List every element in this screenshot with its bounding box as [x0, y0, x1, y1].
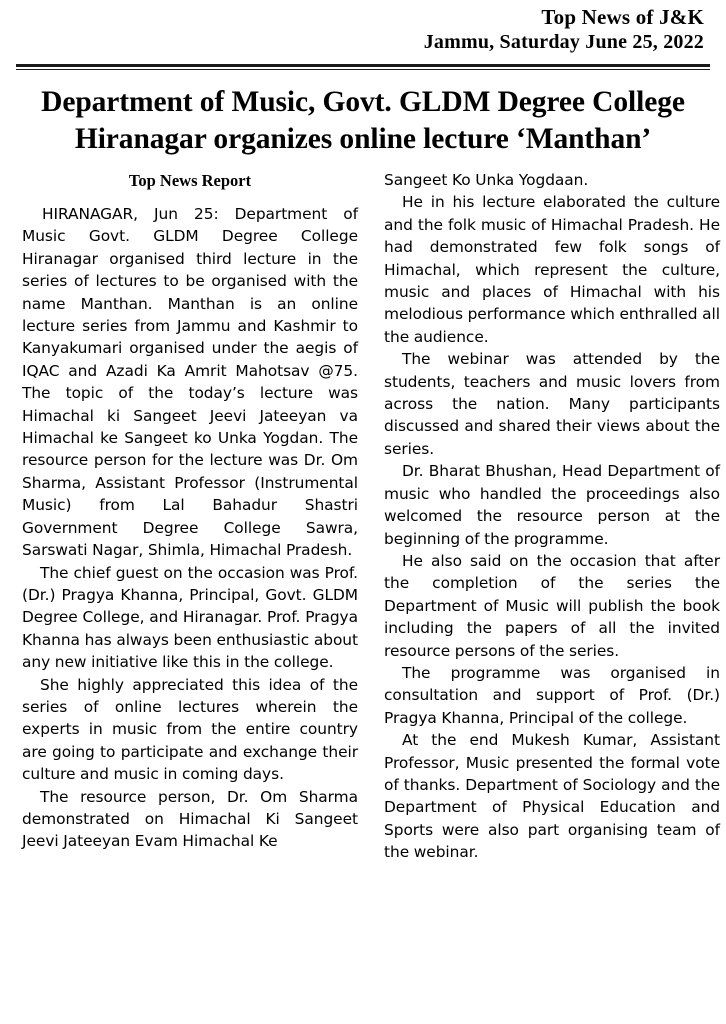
article-paragraph: The chief guest on the occasion was Prof. (Dr.) Pragya Khanna, Principal, Govt. GLDM Degree College, and Hiranagar. Prof. Pragya Khanna has always been enthusiastic about any new initiative like this in the college.: [22, 563, 358, 672]
publication-dateline: Jammu, Saturday June 25, 2022: [423, 30, 704, 53]
article-headline: Department of Music, Govt. GLDM Degree College Hiranagar organizes online lecture ‘Manthan’: [41, 85, 685, 156]
article-byline: Top News Report: [128, 171, 252, 191]
article-paragraph: He also said on the occasion that after the completion of the series the Department of Music will publish the book including the papers of all the invited resource persons of the series.: [384, 551, 720, 660]
article-paragraph: Dr. Bharat Bhushan, Head Department of music who handled the proceedings also welcomed the resource person at the beginning of the programme.: [384, 462, 720, 548]
article-columns: [16, 169, 721, 864]
article-paragraph: The resource person, Dr. Om Sharma demonstrated on Himachal Ki Sangeet Jeevi Jateeyan Evam Himachal Ke: [22, 787, 358, 851]
article-paragraph: HIRANAGAR, Jun 25: Department of Music Govt. GLDM Degree College Hiranagar organised third lecture in the series of lectures to be organised with the name Manthan. Manthan is an online lecture series from Jammu and Kashmir to Kanyakumari organised under the aegis of IQAC and Azadi Ka Amrit Mahotsav @75. The topic of the today’s lecture was Himachal ki Sangeet Jeevi Jateeyan va Himachal ke Sangeet ko Unka Yogdan. The resource person for the lecture was Dr. Om Sharma, Assistant Professor (Instrumental Music) from Lal Bahadur Shastri Government Degree College Sawra, Sarswati Nagar, Shimla, Himachal Pradesh.: [22, 205, 358, 560]
article-paragraph: The programme was organised in consultation and support of Prof. (Dr.) Pragya Khanna, Principal of the college.: [384, 663, 720, 727]
masthead-divider-thin: [16, 69, 710, 70]
article-column-left: [22, 169, 358, 864]
article-paragraph: She highly appreciated this idea of the series of online lectures wherein the experts in music from the entire country are going to participate and exchange their culture and music in coming days.: [22, 675, 358, 784]
publication-title: Top News of J&K: [541, 5, 704, 29]
article-paragraph: The webinar was attended by the students, teachers and music lovers from across the nation. Many participants discussed and shared their views about the series.: [384, 350, 720, 458]
article-paragraph: He in his lecture elaborated the culture and the folk music of Himachal Pradesh. He had demonstrated few folk songs of Himachal, which represent the culture, music and places of Himachal with his melodious performance which enthralled all the audience.: [384, 193, 721, 346]
article-paragraph: Sangeet Ko Unka Yogdaan.: [384, 171, 589, 190]
article-column-right: [384, 169, 720, 864]
article-paragraph: At the end Mukesh Kumar, Assistant Professor, Music presented the formal vote of thanks. Department of Sociology and the Department of Physical Education and Sports were also part organising team of the webinar.: [384, 731, 720, 862]
masthead-divider-thick: [16, 64, 710, 67]
masthead: [16, 0, 710, 59]
